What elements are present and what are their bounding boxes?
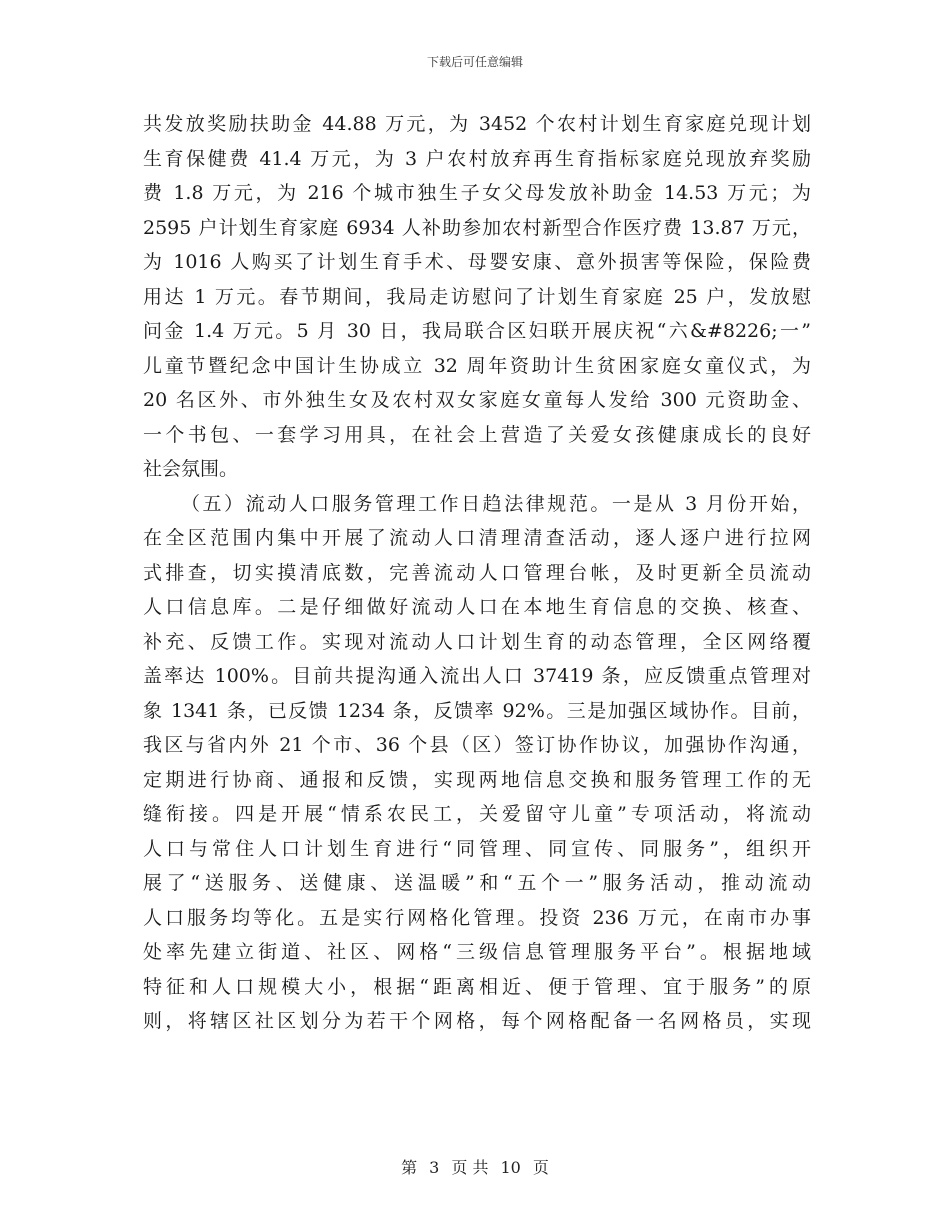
body-line: 则，将辖区社区划分为若干个网格，每个网格配备一名网格员，实现	[143, 1010, 811, 1032]
body-line: 缝衔接。四是开展“情系农民工，关爱留守儿童”专项活动，将流动	[143, 803, 811, 825]
body-line: 式排查，切实摸清底数，完善流动人口管理台帐，及时更新全员流动	[143, 561, 811, 584]
body-line: 人口与常住人口计划生育进行“同管理、同宣传、同服务”，组织开	[143, 837, 811, 860]
body-line: 象 1341 条，已反馈 1234 条，反馈率 92%。三是加强区域协作。目前，	[143, 699, 811, 722]
body-line: 补充、反馈工作。实现对流动人口计划生育的动态管理，全区网络覆	[143, 630, 811, 653]
body-line: 盖率达 100%。目前共提沟通入流出人口 37419 条，应反馈重点管理对	[143, 665, 811, 687]
footer-mid: 页 共	[451, 1158, 489, 1177]
body-line: 生育保健费 41.4 万元，为 3 户农村放弃再生育指标家庭兑现放弃奖励	[143, 147, 811, 170]
page-number: 3	[429, 1158, 440, 1177]
body-line: 展了“送服务、送健康、送温暖”和“五个一”服务活动，推动流动	[143, 872, 811, 894]
total-pages: 10	[500, 1158, 521, 1177]
body-line: 在全区范围内集中开展了流动人口清理清查活动，逐人逐户进行拉网	[143, 527, 811, 549]
body-line: 用达 1 万元。春节期间，我局走访慰问了计划生育家庭 25 户，发放慰	[143, 285, 811, 308]
body-line: 费 1.8 万元，为 216 个城市独生子女父母发放补助金 14.53 万元；为	[143, 182, 811, 204]
body-line: 20 名区外、市外独生女及农村双女家庭女童每人发给 300 元资助金、	[143, 389, 811, 411]
body-line: 定期进行协商、通报和反馈，实现两地信息交换和服务管理工作的无	[143, 768, 811, 791]
body-line: 社会氛围。	[143, 458, 239, 480]
body-line: 一个书包、一套学习用具，在社会上营造了关爱女孩健康成长的良好	[143, 423, 811, 446]
body-line: 共发放奖励扶助金 44.88 万元，为 3452 个农村计划生育家庭兑现计划	[143, 113, 811, 135]
body-line: 人口服务均等化。五是实行网格化管理。投资 236 万元，在南市办事	[143, 906, 811, 929]
body-line: 问金 1.4 万元。5 月 30 日，我局联合区妇联开展庆祝“六&#8226;一”	[143, 320, 811, 342]
body-line: 2595 户计划生育家庭 6934 人补助参加农村新型合作医疗费 13.87 万元，	[143, 216, 811, 239]
document-body	[143, 107, 811, 1039]
body-line: 为 1016 人购买了计划生育手术、母婴安康、意外损害等保险，保险费	[143, 251, 811, 273]
body-line: 我区与省内外 21 个市、36 个县（区）签订协作协议，加强协作沟通，	[143, 734, 811, 756]
body-line: 儿童节暨纪念中国计生协成立 32 周年资助计生贫困家庭女童仪式，为	[143, 354, 811, 377]
footer-suffix: 页	[532, 1158, 549, 1177]
body-line: 特征和人口规模大小，根据“距离相近、便于管理、宜于服务”的原	[143, 975, 811, 998]
page-footer	[0, 1155, 950, 1178]
body-line: 处率先建立街道、社区、网格“三级信息管理服务平台”。根据地域	[143, 941, 811, 963]
page-header: 下载后可任意编辑	[426, 55, 523, 69]
section-heading-line: （五）流动人口服务管理工作日趋法律规范。一是从 3 月份开始，	[181, 492, 811, 515]
footer-prefix: 第	[401, 1158, 418, 1177]
body-line: 人口信息库。二是仔细做好流动人口在本地生育信息的交换、核查、	[143, 596, 811, 618]
